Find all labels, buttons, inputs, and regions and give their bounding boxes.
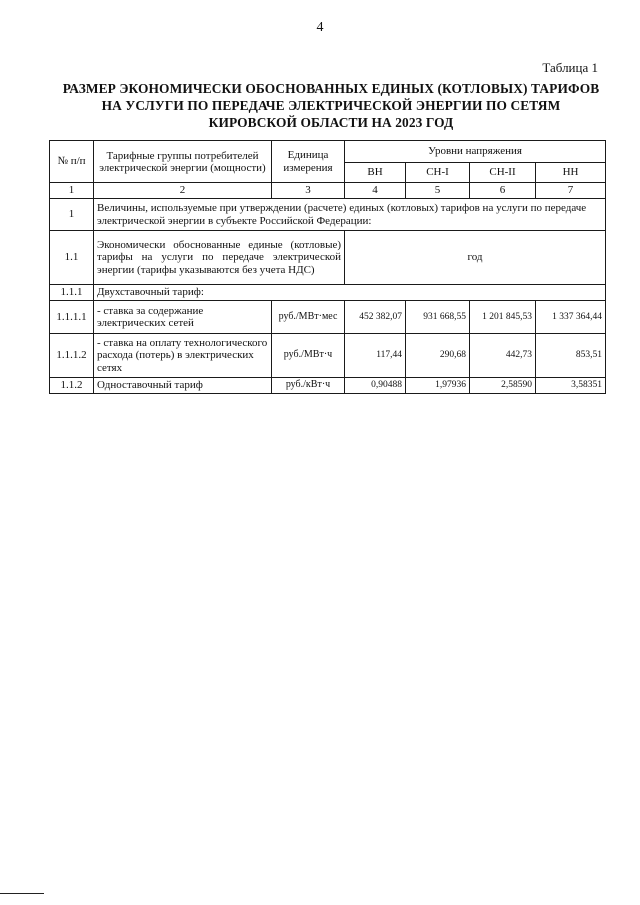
value-sn2: 1 201 845,53 <box>470 301 536 334</box>
column-number: 5 <box>406 183 470 199</box>
table-row <box>50 334 606 378</box>
row-description: Экономически обоснованные единые (котловые) тарифы на услуги по передаче электрической энергии (тарифы указываются без учета НДС) <box>94 231 345 285</box>
value-vn: 452 382,07 <box>345 301 406 334</box>
page-number: 4 <box>316 20 324 35</box>
column-number: 1 <box>50 183 94 199</box>
row-description: - ставка за содержание электрических сетей <box>94 301 272 334</box>
row-num: 1.1.1.1 <box>50 301 94 334</box>
table-row <box>50 301 606 334</box>
row-description: Двухставочный тариф: <box>94 285 606 301</box>
row-num: 1.1 <box>50 231 94 285</box>
value-vn: 0,90488 <box>345 378 406 394</box>
header-sn1: СН-I <box>406 163 470 183</box>
row-unit: руб./МВт·мес <box>272 301 345 334</box>
value-sn2: 2,58590 <box>470 378 536 394</box>
header-voltage-levels: Уровни напряжения <box>345 141 606 163</box>
header-num: № п/п <box>50 141 94 183</box>
value-sn2: 442,73 <box>470 334 536 378</box>
row-unit: руб./МВт·ч <box>272 334 345 378</box>
row-num: 1.1.2 <box>50 378 94 394</box>
row-description: Величины, используемые при утверждении (расчете) единых (котловых) тарифов на услуги по передаче электрической энергии в субъекте Российской Федерации: <box>94 199 606 231</box>
row-unit: руб./кВт·ч <box>272 378 345 394</box>
row-num: 1.1.1 <box>50 285 94 301</box>
value-sn1: 290,68 <box>406 334 470 378</box>
value-sn1: 1,97936 <box>406 378 470 394</box>
column-number: 2 <box>94 183 272 199</box>
table-row <box>50 231 606 285</box>
row-num: 1 <box>50 199 94 231</box>
table-row <box>50 285 606 301</box>
header-tariff-group: Тарифные группы потребителей электрической энергии (мощности) <box>94 141 272 183</box>
table-row <box>50 199 606 231</box>
table-row <box>50 378 606 394</box>
header-sn2: СН-II <box>470 163 536 183</box>
tariff-table <box>49 140 606 394</box>
table-label: Таблица 1 <box>542 60 598 75</box>
value-nn: 853,51 <box>536 334 606 378</box>
row-num: 1.1.1.2 <box>50 334 94 378</box>
row-period: год <box>345 231 606 285</box>
column-number: 6 <box>470 183 536 199</box>
row-description: Одноставочный тариф <box>94 378 272 394</box>
header-unit: Единица измерения <box>272 141 345 183</box>
header-vn: ВН <box>345 163 406 183</box>
value-nn: 3,58351 <box>536 378 606 394</box>
value-vn: 117,44 <box>345 334 406 378</box>
bottom-divider <box>0 893 44 894</box>
value-nn: 1 337 364,44 <box>536 301 606 334</box>
column-number: 3 <box>272 183 345 199</box>
header-nn: НН <box>536 163 606 183</box>
document-title: РАЗМЕР ЭКОНОМИЧЕСКИ ОБОСНОВАННЫХ ЕДИНЫХ (КОТЛОВЫХ) ТАРИФОВ НА УСЛУГИ ПО ПЕРЕДАЧЕ ЭЛЕКТРИЧЕСКОЙ ЭНЕРГИИ ПО СЕТЯМ КИРОВСКОЙ ОБЛАСТИ НА 2023 ГОД <box>62 81 600 130</box>
column-number: 7 <box>536 183 606 199</box>
value-sn1: 931 668,55 <box>406 301 470 334</box>
row-description: - ставка на оплату технологического расхода (потерь) в электрических сетях <box>94 334 272 378</box>
column-number: 4 <box>345 183 406 199</box>
